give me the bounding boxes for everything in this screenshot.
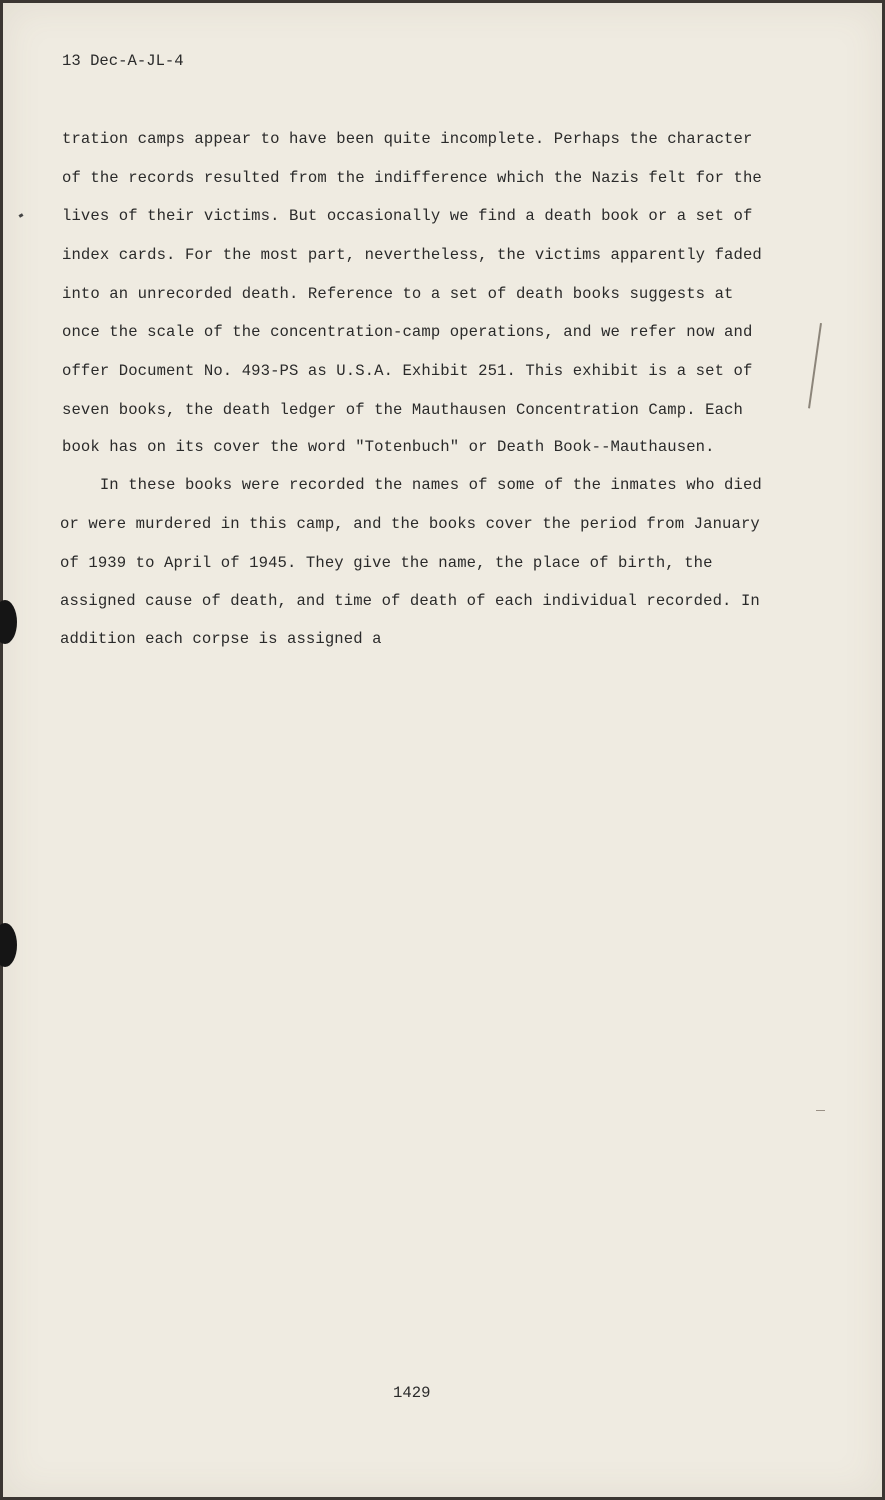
text-line: assigned cause of death, and time of death of each individual recorded. In	[60, 592, 760, 610]
margin-dash-mark	[816, 1110, 825, 1111]
text-line: once the scale of the concentration-camp operations, and we refer now and	[62, 323, 753, 341]
text-line: into an unrecorded death. Reference to a set of death books suggests at	[62, 285, 734, 303]
text-line: or were murdered in this camp, and the books cover the period from January	[60, 515, 760, 533]
text-line: In these books were recorded the names of some of the inmates who died	[62, 476, 762, 494]
document-header: 13 Dec-A-JL-4	[62, 52, 184, 70]
text-line: offer Document No. 493-PS as U.S.A. Exhibit 251. This exhibit is a set of	[62, 362, 753, 380]
document-page	[3, 3, 882, 1497]
margin-pencil-mark	[808, 323, 821, 408]
text-line: seven books, the death ledger of the Mauthausen Concentration Camp. Each	[62, 401, 743, 419]
binder-hole-top	[0, 600, 17, 644]
text-line: index cards. For the most part, nevertheless, the victims apparently faded	[62, 246, 762, 264]
text-line: of 1939 to April of 1945. They give the name, the place of birth, the	[60, 554, 713, 572]
text-line: book has on its cover the word "Totenbuch" or Death Book--Mauthausen.	[62, 438, 715, 456]
text-line: addition each corpse is assigned a	[60, 630, 382, 648]
binder-hole-bottom	[0, 923, 17, 967]
text-line: of the records resulted from the indifference which the Nazis felt for the	[62, 169, 762, 187]
margin-tick-mark	[19, 213, 24, 218]
text-line: tration camps appear to have been quite incomplete. Perhaps the character	[62, 130, 753, 148]
text-line: lives of their victims. But occasionally we find a death book or a set of	[62, 207, 753, 225]
page-number: 1429	[393, 1384, 431, 1402]
